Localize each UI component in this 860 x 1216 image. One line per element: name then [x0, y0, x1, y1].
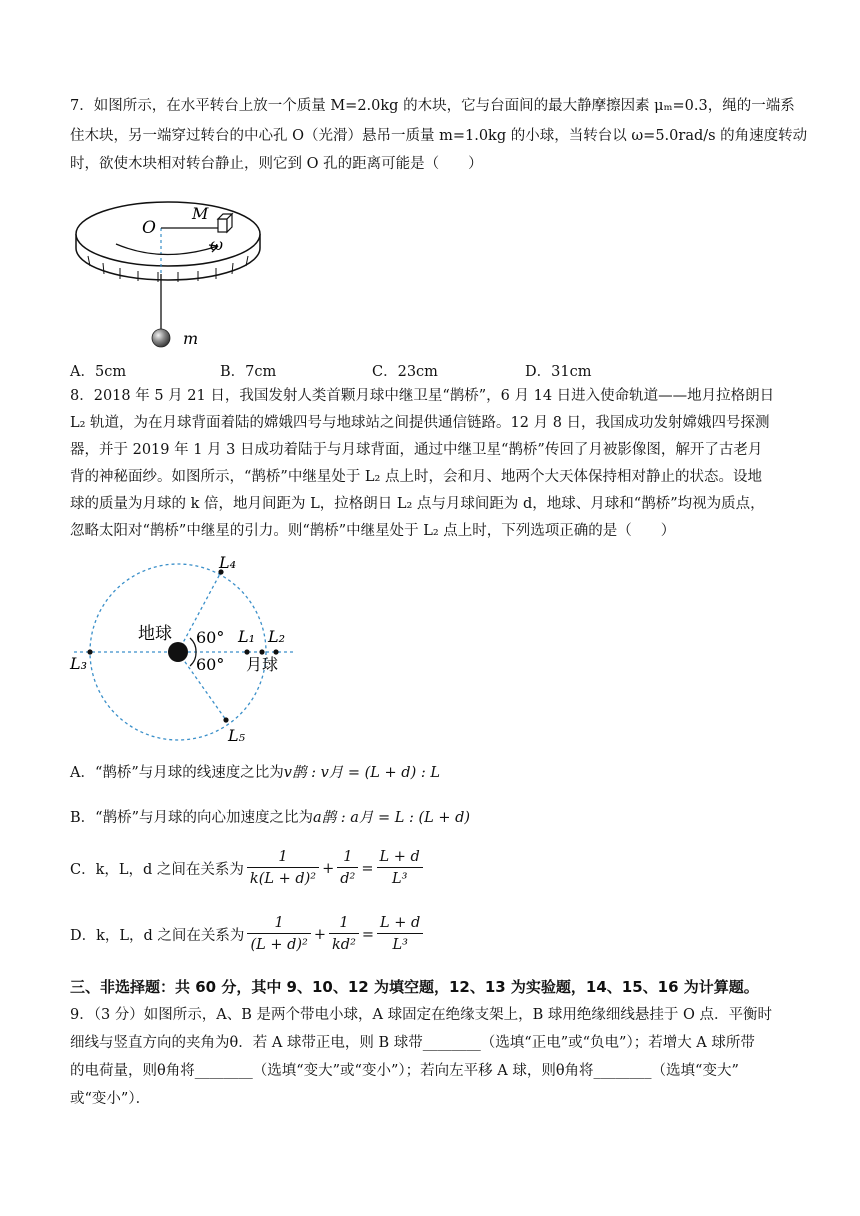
label-L1: L₁ [238, 627, 256, 646]
q8-line-2: L₂ 轨道，为在月球背面着陆的嫦娥四号与地球站之间提供通信链路。12 月 8 日，我国成功发射嫦娥四号探测 [70, 415, 770, 431]
point-L5 [223, 717, 228, 722]
label-L4: L₄ [219, 553, 237, 572]
label-L2: L₂ [268, 627, 286, 646]
q8-line-6: 忽略太阳对“鹊桥”中继星的引力。则“鹊桥”中继星处于 L₂ 点上时，下列选项正确的是（ ） [70, 523, 676, 539]
label-moon: 月球 [246, 655, 279, 674]
q7-line-3: 时，欲使木块相对转台静止，则它到 O 孔的距离可能是（ ） [70, 156, 483, 172]
q7-option-a[interactable]: A．5cm [70, 364, 127, 380]
section-3-heading: 三、非选择题：共 60 分，其中 9、10、12 为填空题，12、13 为实验题，14、15、16 为计算题。 [70, 978, 759, 996]
label-O: O [142, 218, 156, 238]
q8-option-a-formula: v鹊 : v月 = (L + d) : L [283, 765, 440, 781]
moon-dot [259, 649, 264, 654]
label-L3: L₃ [70, 654, 88, 673]
q8-option-a[interactable] [70, 761, 440, 782]
q8-c-frac-3: $\frac{L + d}{\text{L³}}$ [377, 847, 423, 890]
label-M: M [192, 204, 209, 223]
label-earth: 地球 [138, 624, 172, 644]
q8-d-equals: = [361, 926, 375, 943]
q8-option-b-text: B．“鹊桥”与月球的向心加速度之比为 [70, 810, 313, 826]
point-L2 [273, 649, 278, 654]
q8-line-5: 球的质量为月球的 k 倍，地月间距为 L，拉格朗日 L₂ 点与月球间距为 d，地球、月球和“鹊桥”均视为质点， [70, 496, 765, 512]
label-omega: ω [210, 235, 224, 254]
label-angle-bottom: 60° [196, 655, 225, 674]
q7-option-c[interactable]: C．23cm [372, 364, 438, 380]
q9-line-1: 9．（3 分）如图所示，A、B 是两个带电小球，A 球固定在绝缘支架上，B 球用绝缘细线悬挂于 O 点．平衡时 [70, 1007, 772, 1023]
q7-option-d[interactable]: D．31cm [525, 364, 592, 380]
q8-line-1: 8．2018 年 5 月 21 日，我国发射人类首颗月球中继卫星“鹊桥”，6 月 14 日进入使命轨道——地月拉格朗日 [70, 388, 775, 404]
q8-c-equals: = [361, 860, 374, 877]
ball-m [152, 329, 170, 347]
label-m: m [183, 329, 199, 348]
q8-line-3: 器，并于 2019 年 1 月 3 日成功着陆于与月球背面，通过中继卫星“鹊桥”传回了月被影像图，解开了古老月 [70, 442, 763, 458]
q8-option-b[interactable] [70, 806, 470, 827]
q8-line-4: 背的神秘面纱。如图所示，“鹊桥”中继星处于 L₂ 点上时，会和月、地两个大天体保持相对静止的状态。设地 [70, 469, 762, 485]
point-L3 [87, 649, 92, 654]
q8-d-frac-3: $\frac{L + d}{\text{L³}}$ [377, 913, 423, 956]
q7-option-b[interactable]: B．7cm [220, 364, 277, 380]
q8-c-plus: + [322, 860, 335, 877]
label-angle-top: 60° [196, 628, 225, 647]
q9-line-3: 的电荷量，则θ角将________（选填“变大”或“变小”）；若向左平移 A 球，则θ角将________（选填“变大” [70, 1063, 739, 1079]
q8-c-frac-1: $\frac{1}{\text{k(L + d)²}}$ [247, 847, 319, 890]
turntable-figure [68, 186, 268, 358]
q9-line-2: 细线与竖直方向的夹角为θ．若 A 球带正电，则 B 球带________（选填“正电”或“负电”）；若增大 A 球所带 [70, 1035, 755, 1051]
q8-option-b-formula: a鹊 : a月 = L : (L + d) [312, 810, 471, 826]
q8-option-a-text: A．“鹊桥”与月球的线速度之比为 [70, 765, 284, 781]
lagrange-figure [66, 552, 302, 748]
q9-line-4: 或“变小”）． [70, 1091, 151, 1107]
q8-d-frac-2: $\frac{1}{\text{kd²}}$ [329, 913, 359, 956]
q8-option-c[interactable] [70, 847, 426, 890]
point-L1 [244, 649, 249, 654]
q8-option-d[interactable] [70, 913, 426, 956]
q8-option-c-text: C．k，L，d 之间在关系为 [70, 862, 244, 878]
label-L5: L₅ [228, 726, 246, 745]
q7-line-2: 住木块，另一端穿过转台的中心孔 O（光滑）悬吊一质量 m=1.0kg 的小球，当转台以 ω=5.0rad/s 的角速度转动 [70, 128, 808, 144]
q8-option-d-text: D．k，L，d 之间在关系为 [70, 928, 245, 944]
q7-line-1: 7．如图所示，在水平转台上放一个质量 M=2.0kg 的木块，它与台面间的最大静摩擦因素 μₘ=0.3，绳的一端系 [70, 98, 795, 114]
q8-d-plus: + [313, 926, 326, 943]
q8-c-frac-2: $\frac{1}{\text{d²}}$ [337, 847, 358, 890]
earth-dot [168, 642, 188, 662]
q8-d-frac-1: $\frac{1}{\text{(L + d)²}}$ [247, 913, 310, 956]
